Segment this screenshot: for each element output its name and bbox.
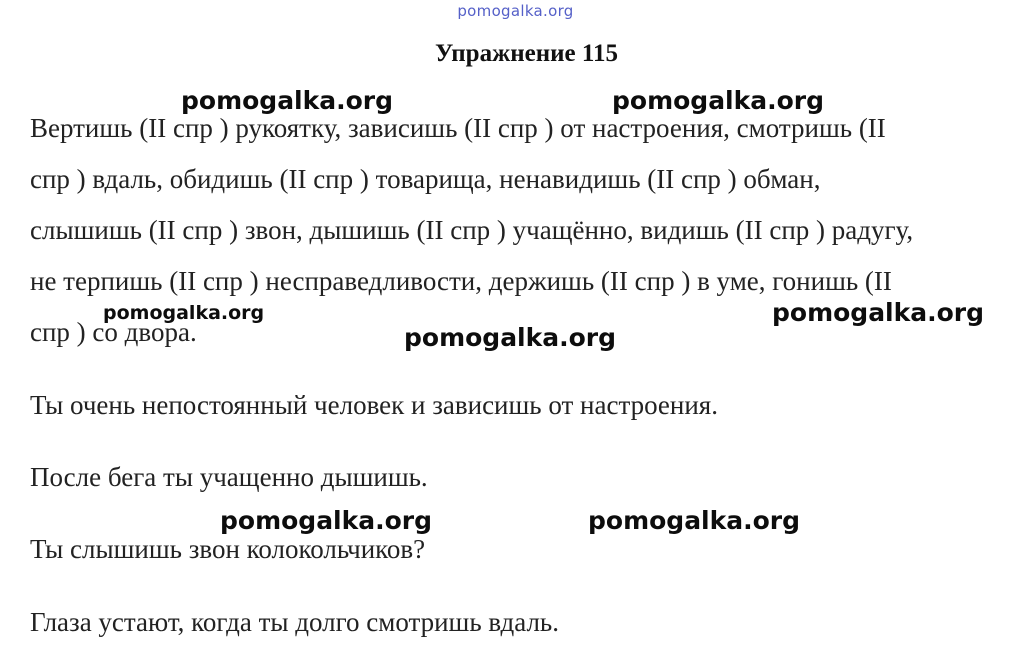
watermark: pomogalka.org: [404, 323, 617, 352]
watermark: pomogalka.org: [181, 86, 394, 115]
example-sentence: Ты слышишь звон колокольчиков?: [30, 534, 426, 564]
exercise-line: Вертишь (II спр ) рукоятку, зависишь (II спр ) от настроения, смотришь (II: [30, 113, 886, 143]
exercise-line: слышишь (II спр ) звон, дышишь (II спр ) учащённо, видишь (II спр ) радугу,: [30, 215, 914, 245]
watermark: pomogalka.org: [772, 298, 985, 327]
exercise-line: спр ) вдаль, обидишь (II спр ) товарища, ненавидишь (II спр ) обман,: [30, 164, 821, 194]
watermark: pomogalka.org: [220, 506, 433, 535]
example-sentence: Ты очень непостоянный человек и зависишь от настроения.: [30, 390, 718, 420]
exercise-line: не терпишь (II спр ) несправедливости, держишь (II спр ) в уме, гонишь (II: [30, 266, 892, 296]
watermark: pomogalka.org: [103, 302, 265, 324]
example-sentence: После бега ты учащенно дышишь.: [30, 462, 428, 492]
exercise-title: Упражнение 115: [434, 40, 618, 67]
site-watermark-top: pomogalka.org: [457, 2, 574, 20]
example-sentence: Глаза устают, когда ты долго смотришь вдаль.: [30, 607, 559, 637]
exercise-line: спр ) со двора.: [30, 317, 197, 347]
watermark: pomogalka.org: [588, 506, 801, 535]
watermark: pomogalka.org: [612, 86, 825, 115]
